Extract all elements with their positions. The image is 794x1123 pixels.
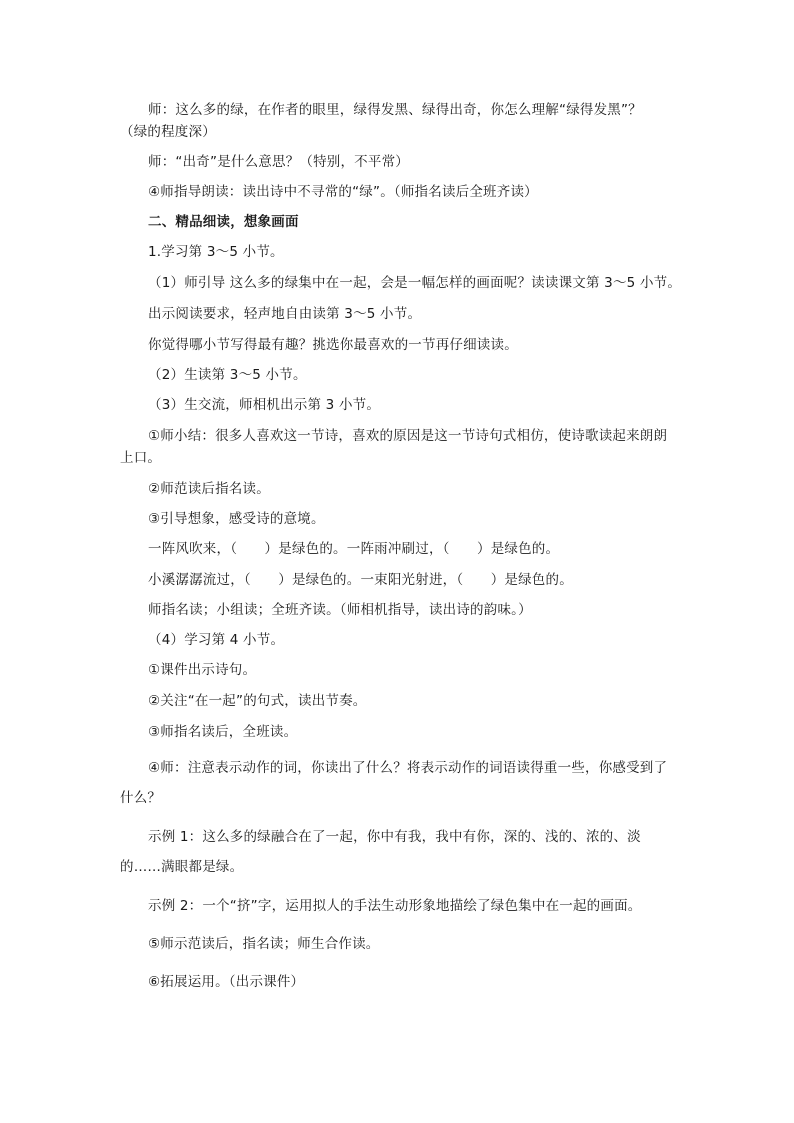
paragraph-11: ②师范读后指名读。 bbox=[148, 481, 270, 497]
paragraph-9: （3）生交流，师相机出示第 3 小节。 bbox=[148, 397, 381, 413]
paragraph-8: （2）生读第 3～5 小节。 bbox=[148, 367, 307, 383]
paragraph-1: 师：这么多的绿，在作者的眼里，绿得发黑、绿得出奇，你怎么理解“绿得发黑”？ bbox=[148, 102, 642, 118]
paragraph-7: 你觉得哪小节写得最有趣？挑选你最喜欢的一节再仔细读读。 bbox=[148, 337, 518, 353]
paragraph-10-continued: 上口。 bbox=[120, 450, 162, 466]
paragraph-21: 示例 1：这么多的绿融合在了一起，你中有我，我中有你，深的、浅的、浓的、淡 bbox=[148, 829, 641, 845]
paragraph-17: ①课件出示诗句。 bbox=[148, 662, 257, 678]
paragraph-2: 师：“出奇”是什么意思？（特别，不平常） bbox=[148, 154, 409, 170]
paragraph-10: ①师小结：很多人喜欢这一节诗，喜欢的原因是这一节诗句式相仿，使诗歌读起来朗朗 bbox=[148, 428, 668, 444]
paragraph-24: ⑥拓展运用。（出示课件） bbox=[148, 974, 305, 990]
paragraph-16: （4）学习第 4 小节。 bbox=[148, 632, 285, 648]
section-heading: 二、精品细读，想象画面 bbox=[148, 214, 299, 230]
paragraph-5: （1）师引导 这么多的绿集中在一起，会是一幅怎样的画面呢？读读课文第 3～5 小节。 bbox=[148, 275, 682, 291]
paragraph-20-continued: 什么？ bbox=[120, 790, 162, 806]
paragraph-3: ④师指导朗读：读出诗中不寻常的“绿”。（师指名读后全班齐读） bbox=[148, 184, 538, 200]
paragraph-12: ③引导想象，感受诗的意境。 bbox=[148, 511, 325, 527]
paragraph-20: ④师：注意表示动作的词，你读出了什么？将表示动作的词语读得重一些，你感受到了 bbox=[148, 760, 668, 776]
paragraph-23: ⑤师示范读后，指名读；师生合作读。 bbox=[148, 936, 380, 952]
paragraph-22: 示例 2：一个“挤”字，运用拟人的手法生动形象地描绘了绿色集中在一起的画面。 bbox=[148, 898, 642, 914]
paragraph-19: ③师指名读后，全班读。 bbox=[148, 724, 298, 740]
paragraph-18: ②关注“在一起”的句式，读出节奏。 bbox=[148, 693, 367, 709]
paragraph-1-continued: （绿的程度深） bbox=[120, 124, 216, 140]
paragraph-21-continued: 的……满眼都是绿。 bbox=[120, 859, 244, 875]
paragraph-15: 师指名读；小组读；全班齐读。（师相机指导，读出诗的韵味。） bbox=[148, 602, 532, 618]
paragraph-13: 一阵风吹来，（ ）是绿色的。一阵雨冲刷过，（ ）是绿色的。 bbox=[148, 541, 560, 557]
paragraph-14: 小溪潺潺流过，（ ）是绿色的。一束阳光射进，（ ）是绿色的。 bbox=[148, 572, 573, 588]
paragraph-4: 1.学习第 3～5 小节。 bbox=[148, 244, 284, 260]
paragraph-6: 出示阅读要求，轻声地自由读第 3～5 小节。 bbox=[148, 306, 422, 322]
